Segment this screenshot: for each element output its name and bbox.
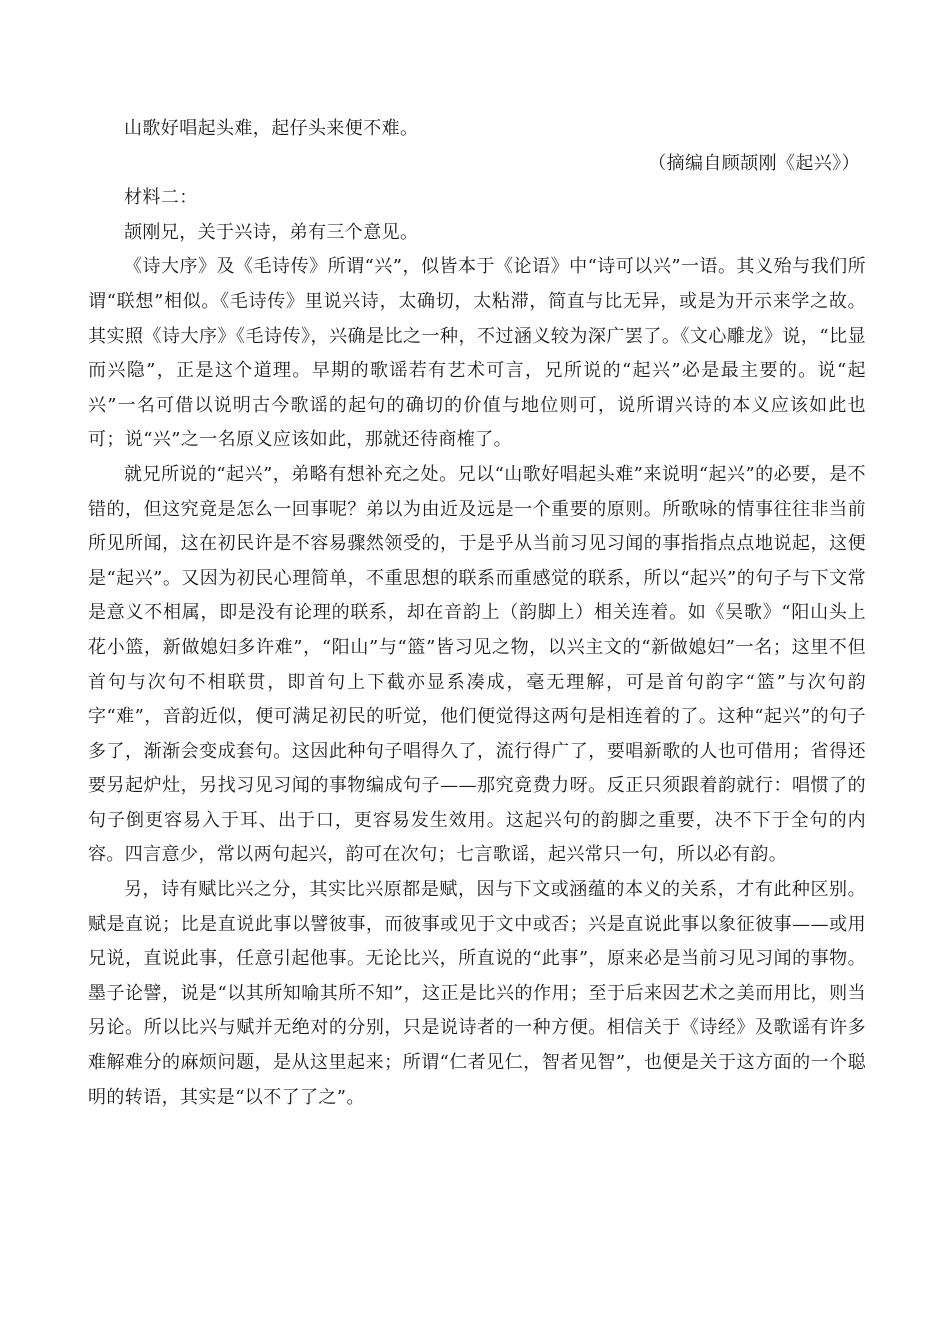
paragraph-definition-of-xing: 《诗大序》及《毛诗传》所谓“兴”，似皆本于《论语》中“诗可以兴”一语。其义殆与我们所谓“联想”相似。《毛诗传》里说兴诗，太确切，太粘滞，简直与比无异，或是为开示来学之故。其实照《诗大序》《毛诗传》，兴确是比之一种，不过涵义较为深广罢了。《文心雕龙》说，“比显而兴隐”，正是这个道理。早期的歌谣若有艺术可言，兄所说的“起兴”必是最主要的。说“起兴”一名可借以说明古今歌谣的起句的确切的价值与地位则可，说所谓兴诗的本义应该如此也可；说“兴”之一名原义应该如此，那就还待商榷了。: [88, 256, 866, 451]
source-note: （摘编自顾颉刚《起兴》）: [648, 152, 860, 174]
paragraph-supplement-qixing: 就兄所说的“起兴”，弟略有想补充之处。兄以“山歌好唱起头难”来说明“起兴”的必要，是不错的，但这究竟是怎么一回事呢？弟以为由近及远是一个重要的原则。所歌咏的情事往往非当前所见所闻，这在初民许是不容易骤然领受的，于是乎从当前习见习闻的事指指点点地说起，这便是“起兴”。又因为初民心理简单，不重思想的联系而重感觉的联系，所以“起兴”的句子与下文常是意义不相属，即是没有论理的联系，却在音韵上（韵脚上）相关连着。如《吴歌》“阳山头上花小篮，新做媳妇多许难”，“阳山”与“篮”皆习见之物，以兴主文的“新做媳妇”一名；这里不但首句与次句不相联贯，即首句上下截亦显系凑成，毫无理解，可是首句韵字“篮”与次句韵字“难”，音韵近似，便可满足初民的听觉，他们便觉得这两句是相连着的了。这种“起兴”的句子多了，渐渐会变成套句。这因此种句子唱得久了，流行得广了，要唱新歌的人也可借用；省得还要另起炉灶，另找习见习闻的事物编成句子——那究竟费力呀。反正只须跟着韵就行：唱惯了的句子倒更容易入于耳、出于口，更容易发生效用。这起兴句的韵脚之重要，决不下于全句的内容。四言意少，常以两句起兴，韵可在次句；七言歌谣，起兴常只一句，所以必有韵。: [88, 463, 866, 866]
document-page: [88, 112, 866, 1115]
letter-salutation: 颉刚兄，关于兴诗，弟有三个意见。: [124, 221, 419, 243]
material-heading: 材料二：: [124, 187, 198, 209]
opening-line: 山歌好唱起头难，起仔头来便不难。: [124, 118, 419, 139]
paragraph-fu-bi-xing: 另，诗有赋比兴之分，其实比兴原都是赋，因与下文或涵蕴的本义的关系，才有此种区别。赋是直说；比是直说此事以譬彼事，而彼事或见于文中或否；兴是直说此事以象征彼事——或用兄说，直说此事，任意引起他事。无论比兴，所直说的“此事”，原来必是当前习见习闻的事物。墨子论譬，说是“以其所知喻其所不知”，这正是比兴的作用；至于后来因艺术之美而用比，则当另论。所以比兴与赋并无绝对的分别，只是说诗者的一种方便。相信关于《诗经》及歌谣有许多难解难分的麻烦问题，是从这里起来；所谓“仁者见仁，智者见智”，也便是关于这方面的一个聪明的转语，其实是“以不了了之”。: [88, 879, 866, 1108]
